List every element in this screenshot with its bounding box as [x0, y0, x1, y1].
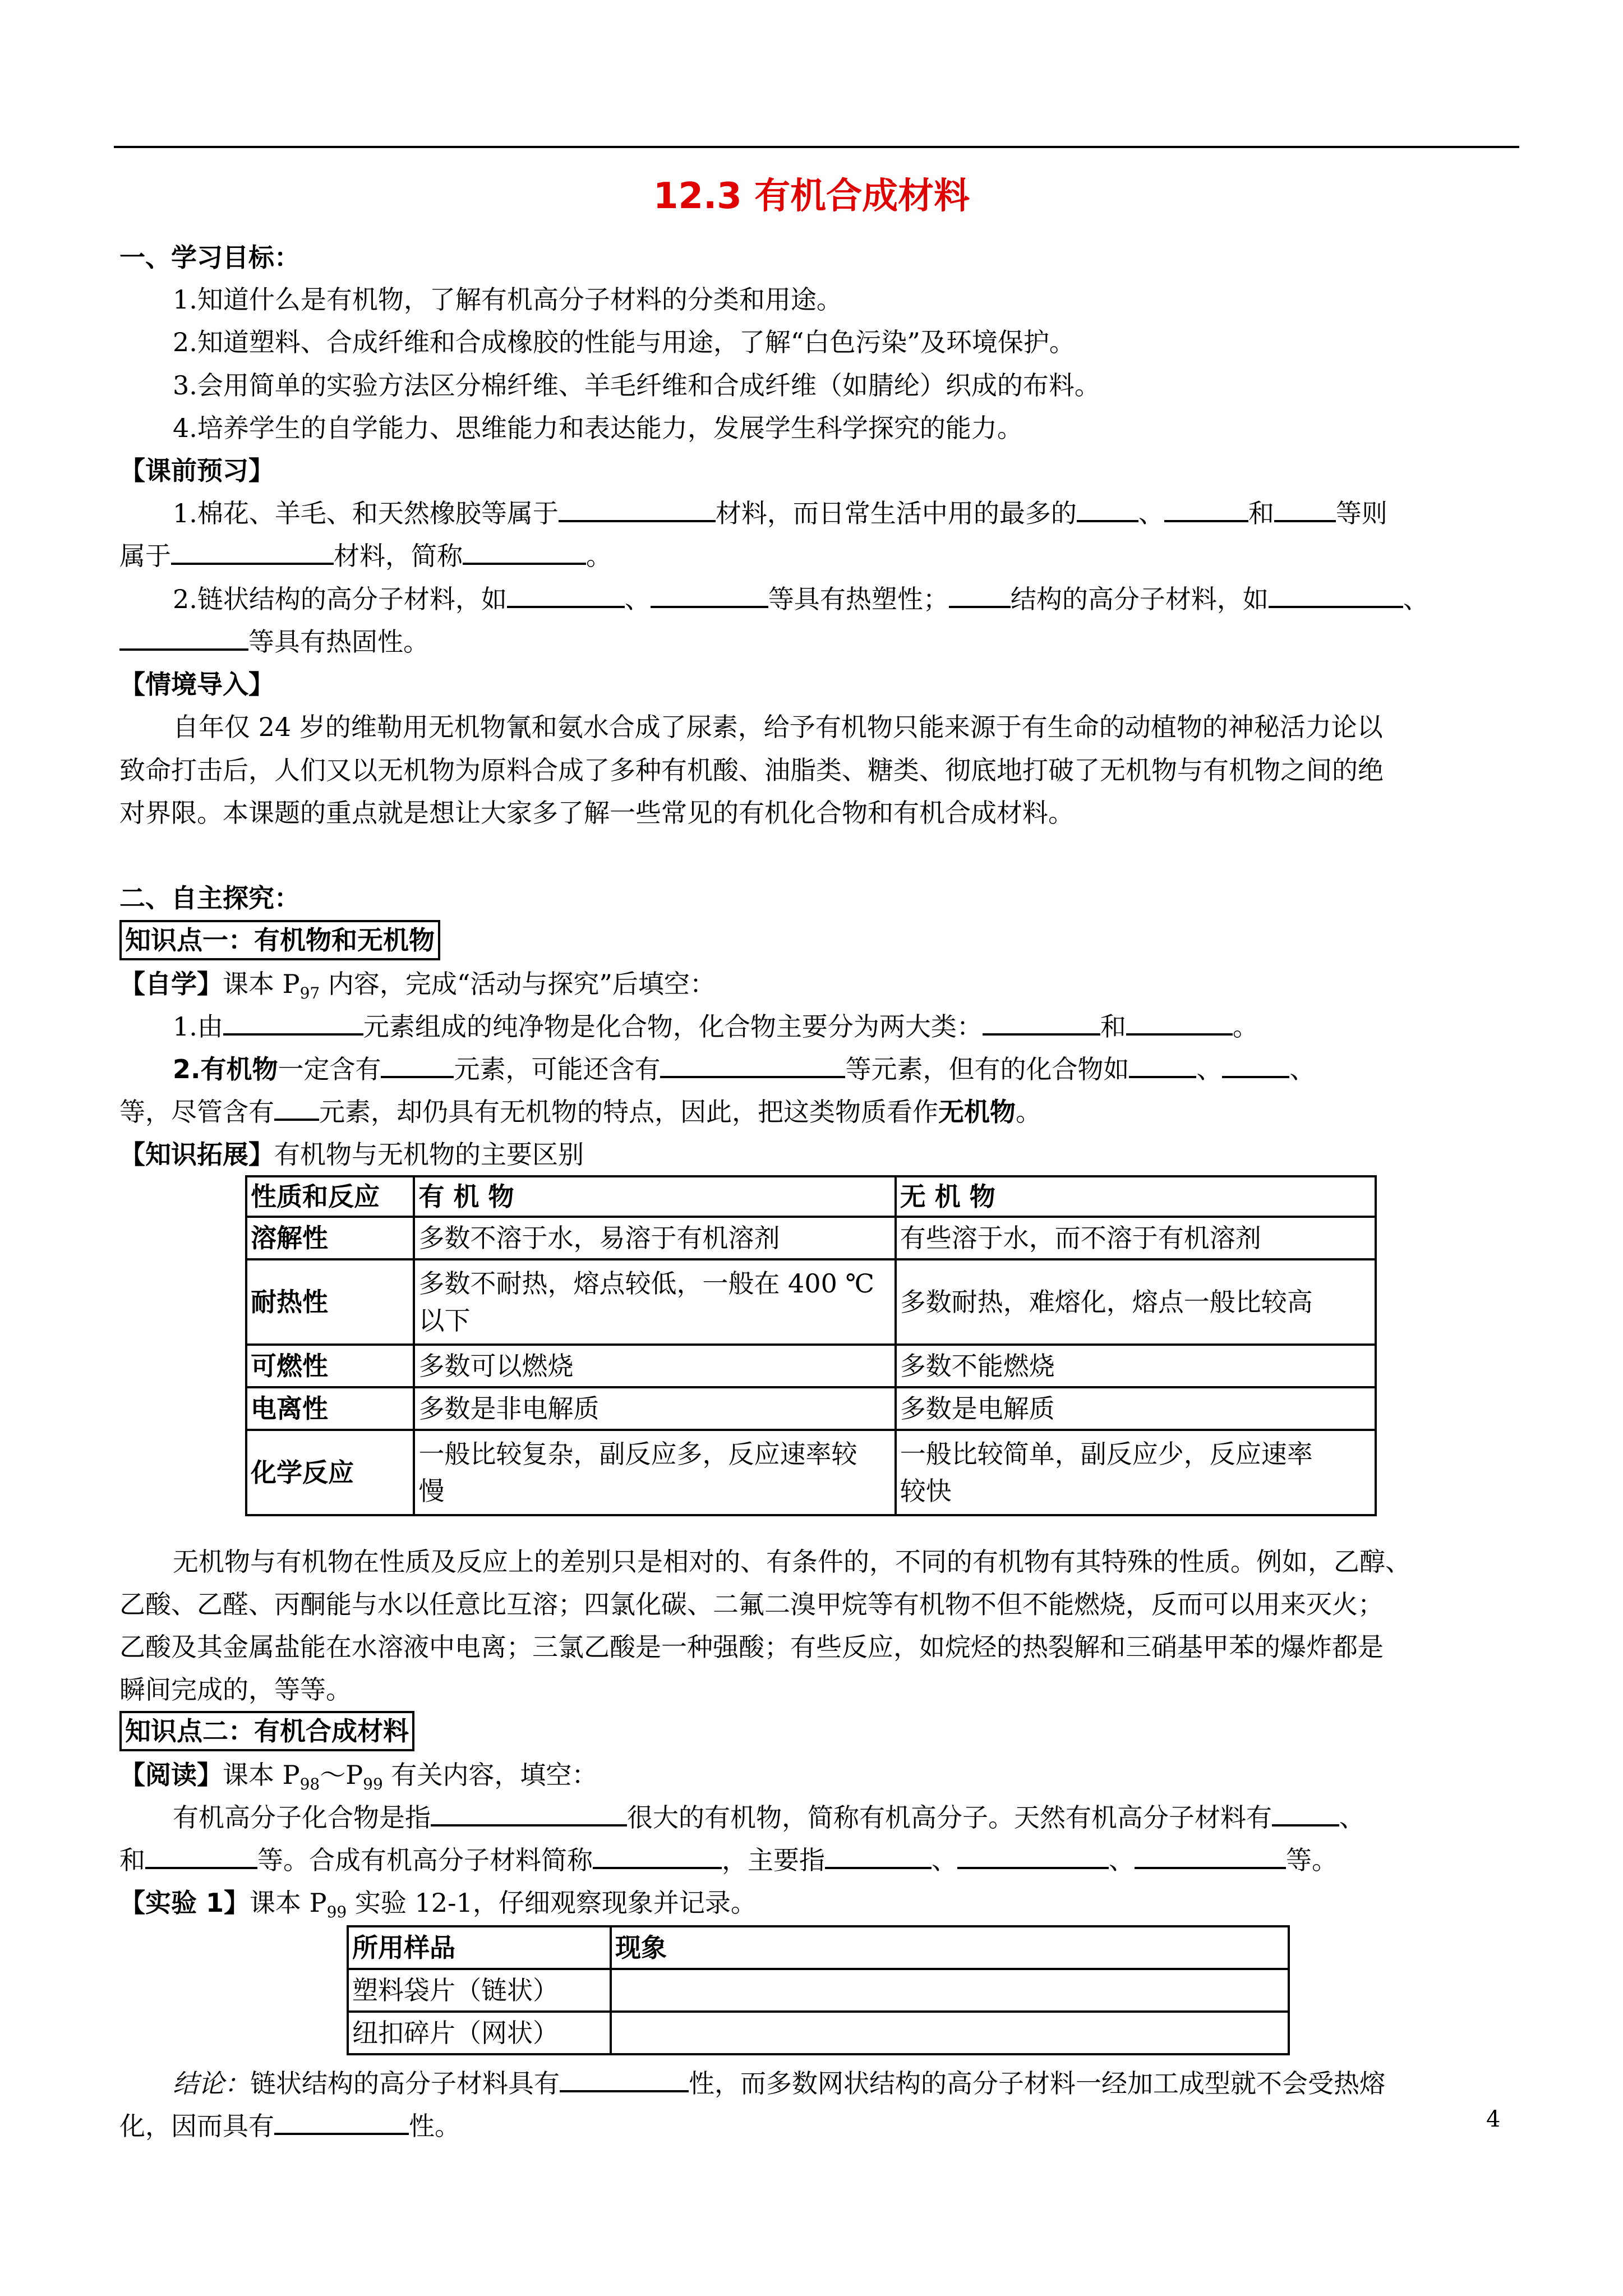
inorganic-cell [896, 1217, 1376, 1259]
preview-line-1 [173, 494, 1575, 532]
preview-heading: 【课前预习】 [119, 455, 274, 486]
blank [1222, 1053, 1289, 1078]
text: 材料，简称 [334, 541, 463, 571]
blank [274, 2110, 409, 2135]
blank [949, 583, 1011, 608]
organic-cell [414, 1217, 895, 1259]
text: 结构的高分子材料，如 [1010, 584, 1269, 614]
organic-cell [414, 1259, 895, 1345]
blank [431, 1802, 627, 1826]
self-study-line [119, 965, 1521, 1003]
blank [1077, 498, 1138, 522]
intro-paragraph-line: 对界限。本课题的重点就是想让大家多了解一些常见的有机化合物和有机合成材料。 [119, 798, 1074, 828]
cell-text: 慢 [418, 1476, 445, 1506]
reading-line [119, 1756, 1521, 1794]
table-row [246, 1259, 1376, 1345]
property-cell: 电离性 [246, 1387, 414, 1430]
intro-paragraph-line: 自年仅 24 岁的维勒用无机物氰和氨水合成了尿素，给予有机物只能来源于有生命的动植物的神秘活力论以 [173, 712, 1383, 742]
blank [274, 1096, 319, 1121]
text: 、 [624, 584, 651, 614]
conclusion-line-1 [173, 2064, 1575, 2102]
header-cell: 无 机 物 [896, 1176, 1376, 1217]
text: ，主要指 [722, 1845, 825, 1875]
goal-item: 1.知道什么是有机物，了解有机高分子材料的分类和用途。 [173, 284, 842, 315]
text: 和 [1248, 498, 1274, 528]
table-row [246, 1387, 1376, 1430]
text: ～P [320, 1760, 363, 1790]
cell-text: 一般比较简单，副反应少，反应速率 [900, 1439, 1313, 1469]
text: 很大的有机物，简称有机高分子。天然有机高分子材料有 [627, 1802, 1272, 1833]
cell-text: 以下 [418, 1305, 471, 1336]
organic-cell [414, 1430, 895, 1515]
text: 、 [1196, 1054, 1223, 1084]
page-number: 4 [1486, 2106, 1501, 2132]
preview-line-4 [119, 623, 1521, 661]
blank [825, 1844, 932, 1869]
text: 性，而多数网状结构的高分子材料一经加工成型就不会受热熔 [689, 2068, 1385, 2099]
bold-term: 2.有机物 [173, 1054, 278, 1084]
label: 【知识拓展】 [119, 1139, 274, 1170]
blank [983, 1011, 1100, 1036]
header-cell: 性质和反应 [246, 1176, 414, 1217]
label: 【阅读】 [119, 1760, 223, 1790]
text: 等则 [1335, 498, 1387, 528]
blank [119, 626, 248, 651]
goal-item: 3.会用简单的实验方法区分棉纤维、羊毛纤维和合成纤维（如腈纶）织成的布料。 [173, 370, 1100, 401]
inorganic-cell [896, 1387, 1376, 1430]
blank [593, 1844, 722, 1869]
blank [957, 1844, 1109, 1869]
boxed-heading: 知识点一：有机物和无机物 [119, 920, 440, 960]
organic-cell [414, 1387, 895, 1430]
blank [171, 540, 334, 565]
cell-text: 较快 [900, 1476, 952, 1506]
question-2 [173, 1050, 1575, 1088]
paragraph-line: 瞬间完成的，等等。 [119, 1674, 352, 1705]
conclusion-line-2 [119, 2107, 1521, 2145]
text: 、 [932, 1845, 957, 1875]
text: 1.由 [173, 1011, 223, 1042]
cell-text: 多数是非电解质 [418, 1393, 600, 1424]
text: 有关内容，填空： [382, 1760, 598, 1790]
bold-term: 无机物 [938, 1097, 1016, 1127]
organic-cell [414, 1345, 895, 1387]
cell-text: 多数不耐热，熔点较低，一般在 400 ℃ [418, 1268, 874, 1299]
blank [1164, 498, 1248, 522]
text: 有机高分子化合物是指 [173, 1802, 431, 1833]
blank [145, 1844, 257, 1869]
text: 链状结构的高分子材料具有 [250, 2068, 560, 2099]
blank [559, 498, 716, 522]
header-cell: 所用样品 [348, 1926, 611, 1969]
text: 、 [1289, 1054, 1316, 1084]
text: 课本 P [223, 969, 300, 999]
boxed-heading: 知识点二：有机合成材料 [119, 1711, 414, 1751]
table-row [348, 2012, 1289, 2054]
sample-cell: 塑料袋片（链状） [348, 1969, 611, 2012]
subscript: 99 [326, 1903, 347, 1921]
extension-line [119, 1135, 1521, 1174]
reading-question-2 [119, 1841, 1521, 1879]
blank [560, 2068, 689, 2092]
observation-cell[interactable] [611, 1969, 1289, 2012]
text: 、 [1138, 498, 1164, 528]
text: 元素组成的纯净物是化合物，化合物主要分为两大类： [363, 1011, 983, 1042]
table-header-row [348, 1926, 1289, 1969]
text: 等具有热固性。 [248, 627, 429, 657]
knowledge-point-1 [119, 920, 1521, 960]
cell-text: 多数可以燃烧 [418, 1351, 574, 1381]
inorganic-cell [896, 1259, 1376, 1345]
goal-item: 4.培养学生的自学能力、思维能力和表达能力，发展学生科学探究的能力。 [173, 413, 1023, 443]
text: 课本 P [250, 1888, 327, 1918]
text: 材料，而日常生活中用的最多的 [715, 498, 1077, 528]
table-row [348, 1969, 1289, 2012]
text: 化，因而具有 [119, 2111, 274, 2141]
table-row [246, 1217, 1376, 1259]
text: 等，尽管含有 [119, 1097, 274, 1127]
text: 课本 P [223, 1760, 300, 1790]
text: 属于 [119, 541, 171, 571]
text: 等。 [1286, 1845, 1338, 1875]
text: 元素，却仍具有无机物的特点，因此，把这类物质看作 [319, 1097, 938, 1127]
label: 【实验 1】 [119, 1888, 250, 1918]
table-row [246, 1345, 1376, 1387]
subscript: 97 [299, 984, 320, 1002]
label: 结论： [173, 2068, 250, 2099]
inorganic-cell [896, 1430, 1376, 1515]
blank [1269, 583, 1403, 608]
text: 。 [1016, 1097, 1041, 1127]
text: 元素，可能还含有 [454, 1054, 661, 1084]
sample-cell: 纽扣碎片（网状） [348, 2012, 611, 2054]
property-cell: 化学反应 [246, 1430, 414, 1515]
text: 有机物与无机物的主要区别 [274, 1139, 584, 1170]
text: 。 [586, 541, 612, 571]
table-row [246, 1430, 1376, 1515]
observation-cell[interactable] [611, 2012, 1289, 2054]
preview-line-2 [119, 537, 1521, 575]
question-2-cont [119, 1093, 1521, 1131]
question-1 [173, 1007, 1575, 1046]
blank [651, 583, 768, 608]
cell-text: 多数是电解质 [900, 1393, 1055, 1424]
comparison-table [245, 1175, 1377, 1516]
text: 内容，完成“活动与探究”后填空： [320, 969, 716, 999]
property-cell: 溶解性 [246, 1217, 414, 1259]
blank [660, 1053, 845, 1078]
text: 性。 [409, 2111, 460, 2141]
knowledge-point-2 [119, 1711, 1521, 1751]
text: 等具有热塑性； [768, 584, 949, 614]
text: 一定含有 [278, 1054, 381, 1084]
text: 、 [1109, 1845, 1135, 1875]
blank [507, 583, 625, 608]
inorganic-cell [896, 1345, 1376, 1387]
reading-question-1 [173, 1798, 1575, 1837]
experiment-line [119, 1884, 1521, 1922]
text: 1.棉花、羊毛、和天然橡胶等属于 [173, 498, 559, 528]
section-heading-goals: 一、学习目标： [119, 242, 300, 273]
paragraph-line: 乙酸、乙醛、丙酮能与水以任意比互溶；四氯化碳、二氟二溴甲烷等有机物不但不能燃烧，反而可以用来灭火； [119, 1589, 1384, 1619]
paragraph-line: 无机物与有机物在性质及反应上的差别只是相对的、有条件的，不同的有机物有其特殊的性质。例如，乙醇、 [173, 1547, 1411, 1577]
intro-paragraph-line: 致命打击后，人们又以无机物为原料合成了多种有机酸、油脂类、糖类、彻底地打破了无机物与有机物之间的绝 [119, 755, 1384, 785]
blank [1126, 1011, 1233, 1036]
blank [1135, 1844, 1286, 1869]
paragraph-line: 乙酸及其金属盐能在水溶液中电离；三氯乙酸是一种强酸；有些反应，如烷烃的热裂解和三硝基甲苯的爆炸都是 [119, 1632, 1384, 1662]
cell-text: 多数耐热，难熔化，熔点一般比较高 [900, 1287, 1313, 1317]
blank [1272, 1802, 1339, 1826]
text: 、 [1339, 1802, 1365, 1833]
property-cell: 可燃性 [246, 1345, 414, 1387]
page-title: 12.3 有机合成材料 [653, 176, 970, 217]
cell-text: 多数不溶于水，易溶于有机溶剂 [418, 1223, 780, 1253]
cell-text: 一般比较复杂，副反应多，反应速率较 [418, 1439, 857, 1469]
subscript: 98 [299, 1775, 320, 1793]
blank [463, 540, 586, 565]
text: 等。合成有机高分子材料简称 [257, 1845, 593, 1875]
text: 等元素，但有的化合物如 [845, 1054, 1129, 1084]
cell-text: 有些溶于水，而不溶于有机溶剂 [900, 1223, 1261, 1253]
blank [223, 1011, 363, 1036]
text: 。 [1232, 1011, 1258, 1042]
subscript: 99 [363, 1775, 383, 1793]
property-cell: 耐热性 [246, 1259, 414, 1345]
header-cell: 有 机 物 [414, 1176, 895, 1217]
section-heading-explore: 二、自主探究： [119, 883, 300, 913]
header-rule [114, 146, 1519, 148]
text: 、 [1403, 584, 1429, 614]
cell-text: 多数不能燃烧 [900, 1351, 1055, 1381]
experiment-table [347, 1925, 1290, 2055]
table-header-row [246, 1176, 1376, 1217]
intro-heading: 【情境导入】 [119, 669, 274, 700]
text: 和 [119, 1845, 145, 1875]
text: 实验 12-1，仔细观察现象并记录。 [347, 1888, 757, 1918]
blank [1129, 1053, 1196, 1078]
goal-item: 2.知道塑料、合成纤维和合成橡胶的性能与用途，了解“白色污染”及环境保护。 [173, 327, 1075, 357]
label: 【自学】 [119, 969, 223, 999]
blank [1274, 498, 1336, 522]
text: 和 [1100, 1011, 1126, 1042]
header-cell: 现象 [611, 1926, 1289, 1969]
text: 2.链状结构的高分子材料，如 [173, 584, 507, 614]
preview-line-3 [173, 580, 1575, 618]
blank [381, 1053, 454, 1078]
